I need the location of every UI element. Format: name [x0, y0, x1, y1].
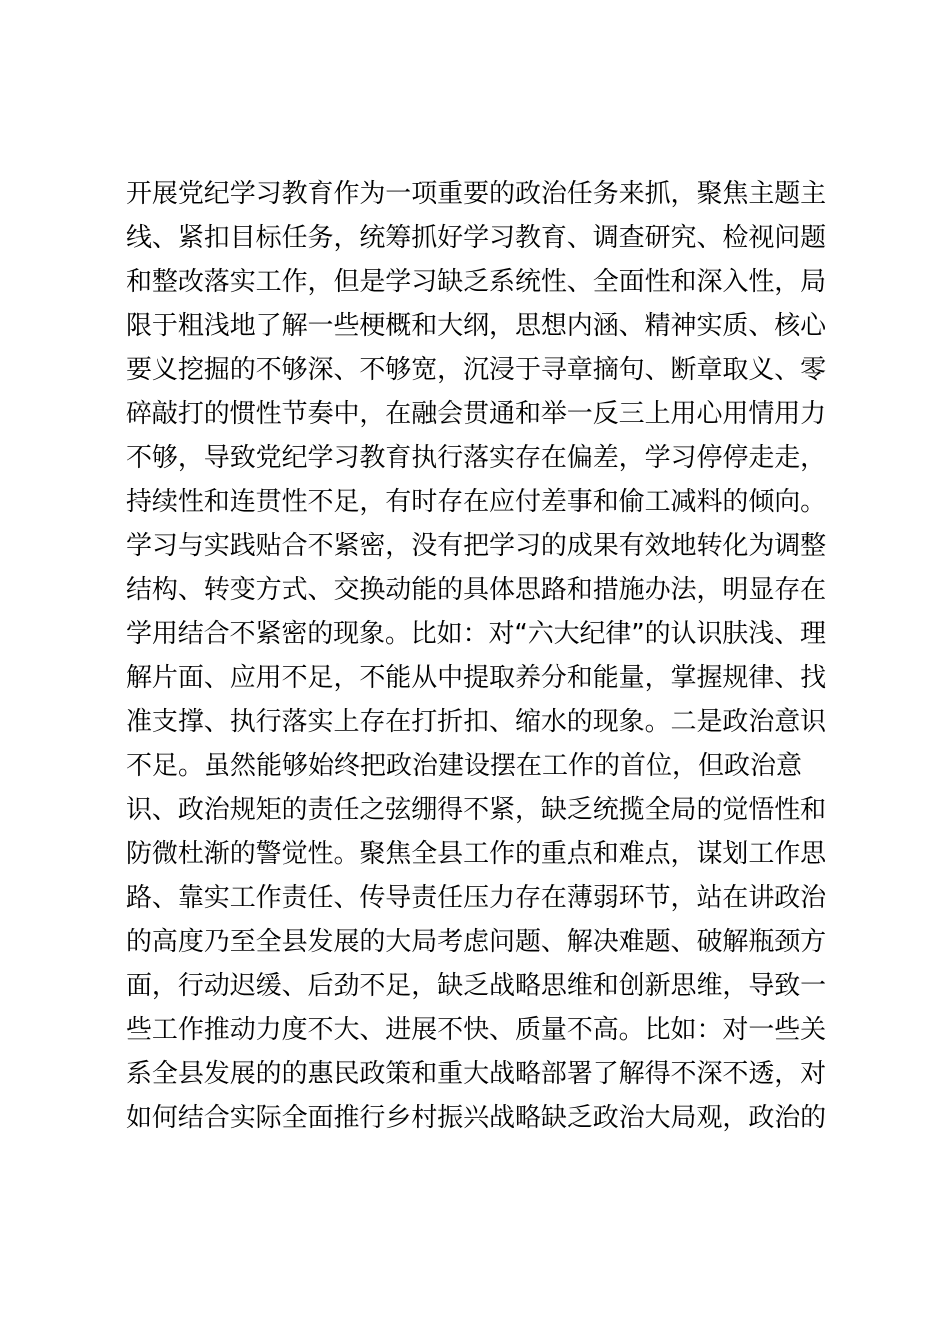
- text-line: 要义挖掘的不够深、不够宽，沉浸于寻章摘句、断章取义、零: [126, 355, 827, 385]
- text-line: 不够，导致党纪学习教育执行落实存在偏差，学习停停走走，: [126, 443, 827, 473]
- text-line: 些工作推动力度不大、进展不快、质量不高。比如：对一些关: [126, 1015, 827, 1045]
- body-text: [126, 172, 826, 1140]
- text-line: 学用结合不紧密的现象。比如：对“六大纪律”的认识肤浅、理: [126, 619, 826, 649]
- text-line: 线、紧扣目标任务，统筹抓好学习教育、调查研究、检视问题: [126, 223, 827, 253]
- text-line: 的高度乃至全县发展的大局考虑问题、解决难题、破解瓶颈方: [126, 927, 827, 957]
- text-line: 系全县发展的的惠民政策和重大战略部署了解得不深不透，对: [126, 1059, 827, 1089]
- text-line: 防微杜渐的警觉性。聚焦全县工作的重点和难点，谋划工作思: [126, 839, 827, 869]
- text-line: 结构、转变方式、交换动能的具体思路和措施办法，明显存在: [126, 575, 827, 605]
- text-line: 解片面、应用不足，不能从中提取养分和能量，掌握规律、找: [126, 663, 827, 693]
- text-line: 面，行动迟缓、后劲不足，缺乏战略思维和创新思维，导致一: [126, 971, 827, 1001]
- text-line: 路、靠实工作责任、传导责任压力存在薄弱环节，站在讲政治: [126, 883, 827, 913]
- text-line: 不足。虽然能够始终把政治建设摆在工作的首位，但政治意: [126, 751, 803, 781]
- text-line: 碎敲打的惯性节奏中，在融会贯通和举一反三上用心用情用力: [126, 399, 827, 429]
- text-line: 限于粗浅地了解一些梗概和大纲，思想内涵、精神实质、核心: [126, 311, 827, 341]
- text-line: 准支撑、执行落实上存在打折扣、缩水的现象。二是政治意识: [126, 707, 827, 737]
- text-line: 持续性和连贯性不足，有时存在应付差事和偷工减料的倾向。: [126, 487, 827, 517]
- text-line: 如何结合实际全面推行乡村振兴战略缺乏政治大局观，政治的: [126, 1103, 827, 1133]
- text-line: 开展党纪学习教育作为一项重要的政治任务来抓，聚焦主题主: [126, 179, 827, 209]
- text-line: 学习与实践贴合不紧密，没有把学习的成果有效地转化为调整: [126, 531, 827, 561]
- text-line: 识、政治规矩的责任之弦绷得不紧，缺乏统揽全局的觉悟性和: [126, 795, 827, 825]
- text-line: 和整改落实工作，但是学习缺乏系统性、全面性和深入性，局: [126, 267, 827, 297]
